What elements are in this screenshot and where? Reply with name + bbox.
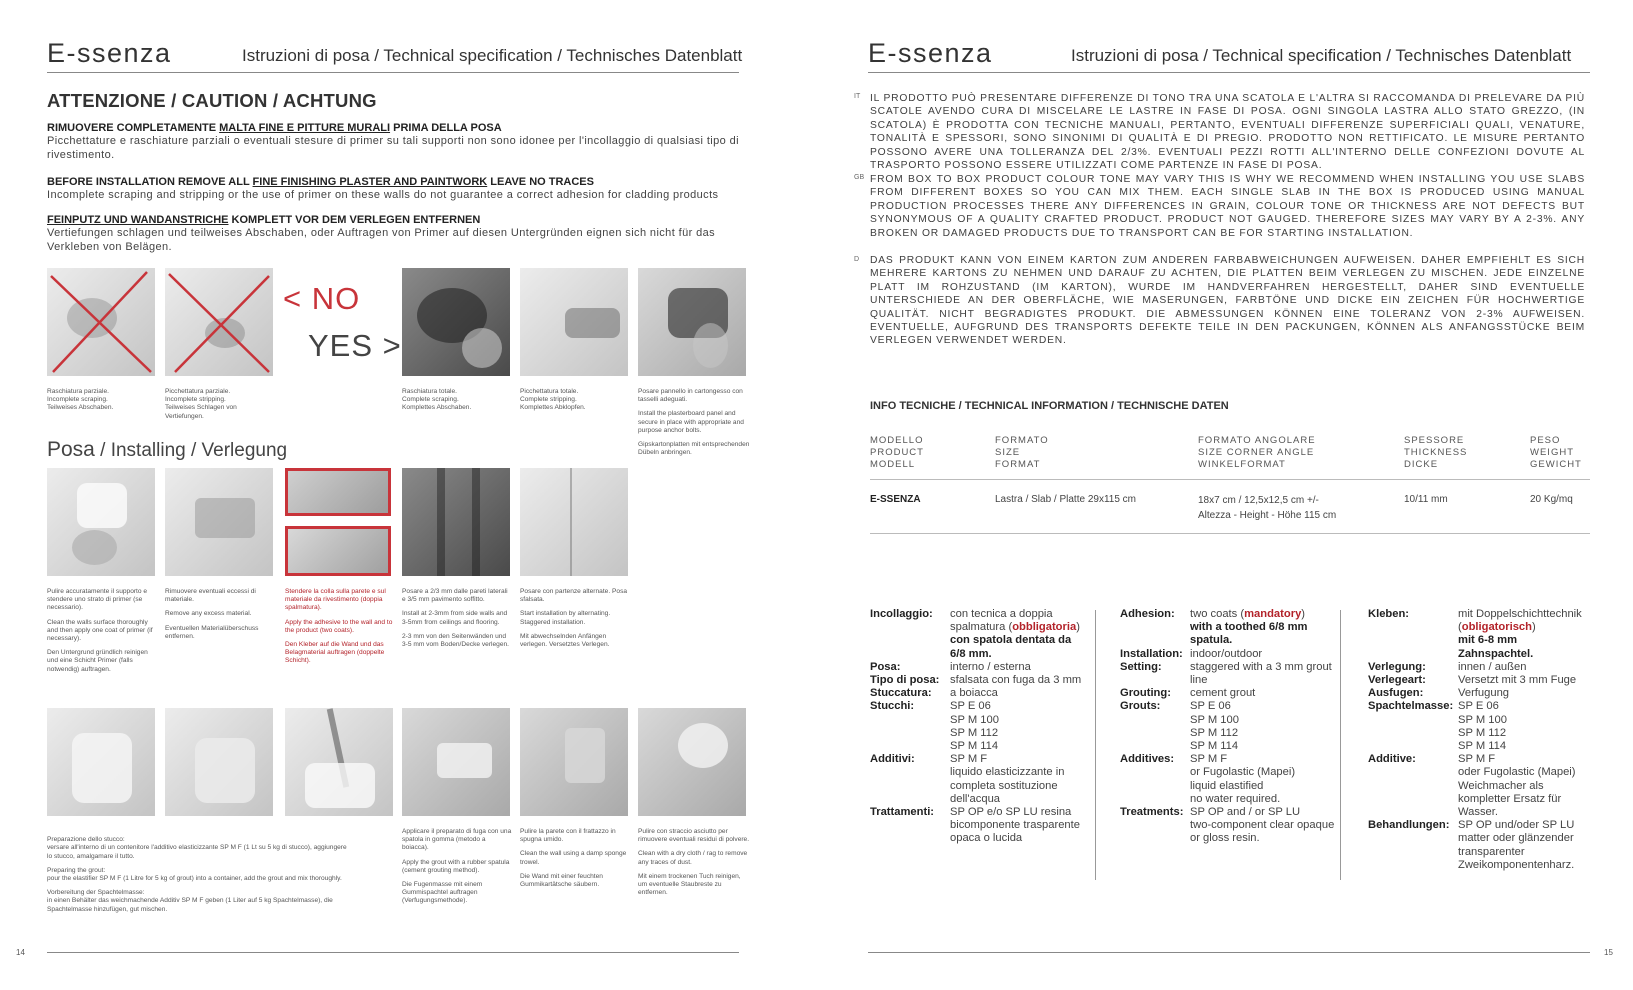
notice-gb: FROM BOX TO BOX PRODUCT COLOUR TONE MAY VARY THIS IS WHY WE RECOMMEND WHEN INSTALLING YOU USE SLABS FROM DIFFERENT BOXES SO YOU CAN MIX THEM. EACH SINGLE SLAB IN THE BOX IS PRODUCED USING MANUAL PRODUCTION PROCESSES THERE ANY DIFFERENCES IN GRAIN, COLOUR TONE OR THICKNESS ARE NOT DEFECTS BUT SYNONYMOUS OF A QUALITY CRAFTED PRODUCT. PRODUCT NOT GAUGED. THEREFORE SIZES MAY VARY BY A 2-3%. ANY BROKEN OR DAMAGED PRODUCTS DUE TO TRANSPORT CAN BE FOR STARTING INSTALLATION. [870, 174, 1585, 239]
caption-staggered: Posare con partenze alternate. Posa sfalsata. Start installation by alternating. Staggered installation. Mit abwechselnden Anfängen verlegen. Versetztes Verlegen. [520, 588, 628, 649]
photo-grout-bucket-1 [47, 708, 155, 816]
notice-it: IL PRODOTTO PUÒ PRESENTARE DIFFERENZE DI TONO TRA UNA SCATOLA E L'ALTRA SI RACCOMANDA DI PRELEVARE DA PIÙ SCATOLE AVENDO CURA DI MISCELARE LE LASTRE IN FASE DI POSA. OGNI SINGOLA LASTRA ALLO STATO GREZZO, (IN SCATOLA) È PRODOTTA CON TECNICHE MANUALI, PERTANTO, EVENTUALI DIFFERENZE SUPERFICIALI QUALI, VENATURE, TONALITÀ E SPESSORI, SONO SINONIMI DI QUALITÀ E DI PREGIO. PRODOTTO NON RETTIFICATO. LE MISURE PERTANTO POSSONO AVERE UNA TOLLERANZA DEL 2/3%. EVENTUALI PEZZI ROTTI ALL'INTERNO DELLE CONFEZIONI DOVUTE AL TRASPORTO POSSONO ESSERE UTILIZZATI COME PARTENZE IN FASE DI POSA. [870, 93, 1585, 172]
photo-remove-excess [165, 468, 273, 576]
photo-partial-stripping [165, 268, 273, 376]
notice-d: DAS PRODUKT KANN VON EINEM KARTON ZUM ANDEREN FARBABWEICHUNGEN AUFWEISEN. DAHER EMPFIEHLT ES SICH MEHRERE KARTONS ZU NEHMEN UND DARAUF ZU ACHTEN, DIE PLATTEN BEIM VERLEGEN ZU MISCHEN. JEDE EINZELNE PLATT IM ROHZUSTAND (IM KARTON), WURDE IM HANDVERFAHREN HERGESTELLT, DAHER SIND EVENTUELLE UNTERSCHIEDE AN DER OBERFLÄCHE, WIE MASERUNGEN, FARBTÖNE UND DICKE EIN ZEICHEN FÜR HOCHWERTIGE QUALITÄT. NICHT BEGRADIGTES PRODUKT. DIE ABMESSUNGEN KÖNNEN EINE TOLERANZ VON 2-3% AUFWEISEN. EVENTUELLE, AUFGRUND DES TRANSPORTS DEFEKTE TEILE IN DEN PACKUNGEN, KÖNNEN ALS ANFANGSSTÜCKE BEIM VERLEGEN VERWENDET WERDEN. [870, 255, 1585, 347]
photo-partial-scraping [47, 268, 155, 376]
page-number-left: 14 [16, 948, 25, 957]
warning-de: FEINPUTZ UND WANDANSTRICHE KOMPLETT VOR DEM VERLEGEN ENTFERNEN Vertiefungen schlagen und teilweises Abschaben, oder Auftragen von Primer auf diesen Untergründen eignen sich nicht für das Verkleben von Belägen. [47, 214, 716, 253]
photo-install-slabs [402, 468, 510, 576]
spec-divider-1 [1095, 610, 1096, 880]
table-rule-bottom [870, 533, 1590, 534]
photo-plasterboard-drill [638, 268, 746, 376]
header-title-right: Istruzioni di posa / Technical specification / Technisches Datenblatt [1071, 46, 1572, 65]
photo-adhesive-wall [285, 468, 391, 516]
caption-install-gaps: Posare a 2/3 mm dalle pareti laterali e 3/5 mm pavimento soffitto. Install at 2-3mm from side walls and 3-5mm from ceilings and flooring. 2-3 mm von den Seitenwänden und 3-5 mm vom Boden/Decke verlegen. [402, 588, 510, 649]
caution-title: ATTENZIONE / CAUTION / ACHTUNG [47, 90, 377, 111]
caption-clean-primer: Pulire accuratamente il supporto e stendere uno strato di primer (se necessario). Clean the walls surface thoroughly and then apply one coat of primer (if necessary). Den Untergrund gründlich reinigen und eine Schicht Primer (falls notwendig) auftragen. [47, 588, 153, 673]
th-size: FORMATO SIZE FORMAT [995, 435, 1049, 470]
yes-label: YES > [308, 328, 402, 363]
footer-rule-left [47, 952, 739, 953]
info-title: INFO TECNICHE / TECHNICAL INFORMATION / TECHNISCHE DATEN [870, 400, 1229, 412]
th-thickness: SPESSORE THICKNESS DICKE [1404, 435, 1468, 470]
spec-it: Incollaggio: con tecnica a doppia spalmatura (obbligatoria) con spatola dentata da 6/8 mm. Posa: interno / esterna Tipo di posa: sfalsata con fuga da 3 mm Stuccatura: a boiacca Stucchi: SP E 06 SP M 100 SP M 112 SP M 114 Additivi: SP M F liquido elasticizzante in completa sostituzione dell'acqua Trattamenti: SP OP e/o SP LU resina bicomponente trasparente opaca o lucida [870, 608, 1082, 845]
lang-tag-it: IT [854, 93, 861, 100]
table-rule-top [870, 479, 1590, 480]
photo-staggered [520, 468, 628, 576]
posa-section-title: Posa / Installing / Verlegung [47, 438, 288, 461]
caption-remove-excess: Rimuovere eventuali eccessi di materiale. Remove any excess material. Eventuellen Materialüberschuss entfernen. [165, 588, 259, 640]
no-label: < NO [283, 281, 361, 316]
footer-rule-right [868, 952, 1590, 953]
warning-it: RIMUOVERE COMPLETAMENTE MALTA FINE E PITTURE MURALI PRIMA DELLA POSA Picchettature e raschiature parziali o eventuali stesure di primer su tali supporti non sono idonee per l'incollaggio di qualsiasi tipo di rivestimento. [47, 122, 739, 161]
header-rule-left [47, 72, 739, 73]
td-size: Lastra / Slab / Platte 29x115 cm [995, 494, 1137, 505]
caption-partial-stripping: Picchettatura parziale. Incomplete stripping. Teilweises Schlagen von Vertiefungen. [165, 388, 237, 420]
page-number-right: 15 [1604, 948, 1613, 957]
caption-adhesive: Stendere la colla sulla parete e sul materiale da rivestimento (doppia spalmatura). Apply the adhesive to the wall and to the product (two coats). Den Kleber auf die Wand und das Belagmaterial auftragen (doppelte Schicht). [285, 588, 393, 665]
caption-sponge: Pulire la parete con il frattazzo in spugna umido. Clean the wall using a damp sponge trowel. Die Wand mit einer feuchten Gummikartätsche säubern. [520, 828, 627, 889]
warning-en: BEFORE INSTALLATION REMOVE ALL FINE FINISHING PLASTER AND PAINTWORK LEAVE NO TRACES Incomplete scraping and stripping or the use of primer on these walls do not guarantee a correct adhesion for cladding products [47, 176, 719, 201]
td-corner: 18x7 cm / 12,5x12,5 cm +/- Altezza - Height - Höhe 115 cm [1198, 495, 1337, 521]
photo-sponge-clean [520, 708, 628, 816]
th-corner: FORMATO ANGOLARE SIZE CORNER ANGLE WINKELFORMAT [1198, 435, 1316, 470]
td-thickness: 10/11 mm [1404, 494, 1448, 505]
photo-grout-mix [285, 708, 393, 816]
caption-total-scraping: Raschiatura totale. Complete scraping. Komplettes Abschaben. [402, 388, 472, 412]
red-cross-icon [47, 268, 155, 376]
header-rule-right [868, 72, 1590, 73]
red-cross-icon [165, 268, 273, 376]
brand-logo-right: E-ssenza [868, 38, 993, 68]
photo-grout-bucket-2 [165, 708, 273, 816]
header-title-left: Istruzioni di posa / Technical specification / Technisches Datenblatt [242, 46, 743, 65]
photo-total-scraping [402, 268, 510, 376]
caption-partial-scraping: Raschiatura parziale. Incomplete scraping. Teilweises Abschaben. [47, 388, 114, 412]
spec-divider-2 [1340, 610, 1341, 880]
spec-en: Adhesion: two coats (mandatory) with a toothed 6/8 mm spatula. Installation: indoor/outdoor Setting: staggered with a 3 mm grout line Grouting: cement grout Grouts: SP E 06 SP M 100 SP M 112 SP M 114 Additives: SP M F or Fugolastic (Mapei) liquid elastified no water required. Treatments: SP OP and / or SP LU two-component clear opaque or gloss resin. [1120, 608, 1335, 845]
brand-logo-left: E-ssenza [47, 38, 172, 68]
caption-plasterboard: Posare pannello in cartongesso con tasselli adeguati. Install the plasterboard panel and secure in place with appropriate and purpose anchor bolts. Gipskartonplatten mit entsprechenden Dübeln anbringen. [638, 388, 750, 457]
td-model: E-SSENZA [870, 494, 921, 505]
photo-total-stripping [520, 268, 628, 376]
photo-dry-cloth [638, 708, 746, 816]
photo-apply-grout [402, 708, 510, 816]
caption-total-stripping: Picchettatura totale. Complete stripping. Komplettes Abklopfen. [520, 388, 586, 412]
th-weight: PESO WEIGHT GEWICHT [1530, 435, 1582, 470]
spec-de: Kleben: mit Doppelschichttechnik (obligatorisch) mit 6-8 mm Zahnspachtel. Verlegung: innen / außen Verlegeart: Versetzt mit 3 mm Fuge Ausfugen: Verfugung Spachtelmasse: SP E 06 SP M 100 SP M 112 SP M 114 Additive: SP M F oder Fugolastic (Mapei) Weichmacher als kompletter Ersatz für Wasser. Behandlungen: SP OP und/oder SP LU matter oder glänzender transparenter Zweikomponentenharz. [1368, 608, 1582, 871]
photo-adhesive-product [285, 526, 391, 576]
lang-tag-d: D [854, 256, 860, 263]
th-model: MODELLO PRODUCT MODELL [870, 435, 924, 470]
caption-dry-cloth: Pulire con straccio asciutto per rimuovere eventuali residui di polvere. Clean with a dry cloth / rag to remove any traces of dust. Mit einem trockenen Tuch reinigen, um eventuelle Staubreste zu entfernen. [638, 828, 750, 897]
lang-tag-gb: GB [854, 174, 865, 181]
caption-grout-prep: Preparazione dello stucco: versare all'interno di un contenitore l'additivo elasticizzante SP M F (1 Lt su 5 kg di stucco), aggiungere lo stucco, amalgamare il tutto. Preparing the grout: pour the elastifier SP M F (1 Litre for 5 kg of grout) into a container, add the grout and mix thoroughly. Vorbereitung der Spachtelmasse: in einen Behälter das weichmachende Additiv SP M F geben (1 Liter auf 5 kg Spachtelmasse), die Spachtelmasse hinzufügen, gut mischen. [47, 836, 347, 913]
td-weight: 20 Kg/mq [1530, 494, 1573, 505]
photo-clean-primer [47, 468, 155, 576]
caption-apply-grout: Applicare il preparato di fuga con una spatola in gomma (metodo a boiacca). Apply the grout with a rubber spatula (cement grouting method). Die Fugenmasse mit einem Gummispachtel auftragen (Verfugungsmethode). [402, 828, 512, 905]
